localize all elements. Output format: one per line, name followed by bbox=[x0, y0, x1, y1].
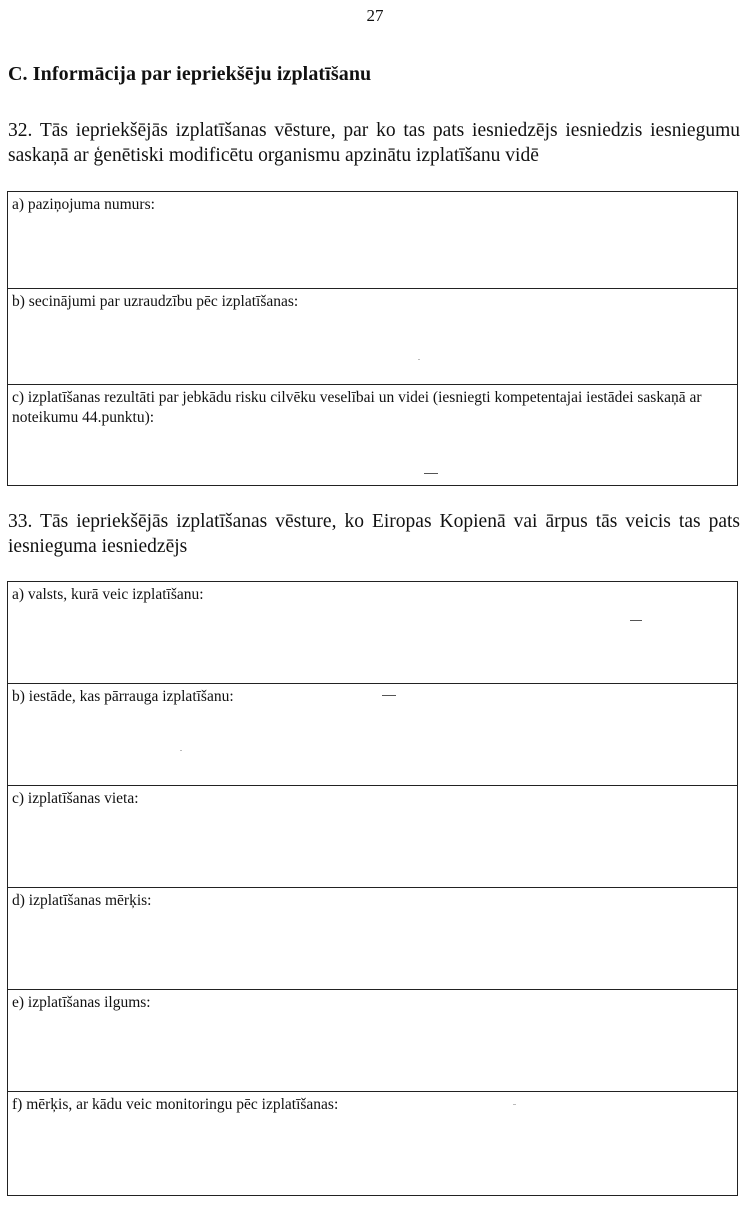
scan-mark bbox=[513, 1104, 516, 1105]
field-release-site[interactable] bbox=[8, 786, 737, 888]
field-label: d) izplatīšanas mērķis: bbox=[12, 892, 152, 909]
field-supervising-authority[interactable] bbox=[8, 684, 737, 786]
field-monitoring-conclusions[interactable] bbox=[8, 289, 737, 385]
question-33-form-table bbox=[7, 581, 738, 1196]
field-label: b) iestāde, kas pārrauga izplatīšanu: bbox=[12, 688, 234, 705]
question-32-text: 32. Tās iepriekšējās izplatīšanas vēsture, par ko tas pats iesniedzējs iesniedzis iesniegumu saskaņā ar ģenētiski modificētu organismu apzinātu izplatīšanu vidē bbox=[8, 120, 740, 166]
field-release-purpose[interactable] bbox=[8, 888, 737, 990]
field-label: a) valsts, kurā veic izplatīšanu: bbox=[12, 586, 204, 603]
scan-mark bbox=[180, 750, 182, 751]
field-label: c) izplatīšanas vieta: bbox=[12, 790, 139, 807]
field-label: e) izplatīšanas ilgums: bbox=[12, 994, 151, 1011]
field-label: f) mērķis, ar kādu veic monitoringu pēc izplatīšanas: bbox=[12, 1096, 339, 1113]
page-number: 27 bbox=[366, 6, 384, 25]
question-33-text: 33. Tās iepriekšējās izplatīšanas vēsture, ko Eiropas Kopienā vai ārpus tās veicis tas pats iesnieguma iesniedzējs bbox=[8, 511, 740, 557]
field-release-results[interactable] bbox=[8, 385, 737, 484]
field-release-duration[interactable] bbox=[8, 990, 737, 1092]
field-label: a) paziņojuma numurs: bbox=[12, 196, 155, 213]
field-release-country[interactable] bbox=[8, 582, 737, 684]
scan-mark bbox=[424, 473, 438, 474]
scan-mark bbox=[418, 359, 420, 360]
field-label: b) secinājumi par uzraudzību pēc izplatīšanas: bbox=[12, 293, 299, 310]
section-heading: C. Informācija par iepriekšēju izplatīšanu bbox=[8, 63, 372, 85]
scan-mark bbox=[630, 620, 642, 621]
question-32-form-table bbox=[7, 191, 738, 486]
field-notification-number[interactable] bbox=[8, 192, 737, 289]
field-label: c) izplatīšanas rezultāti par jebkādu risku cilvēku veselībai un videi (iesniegti kompetentajai iestādei saskaņā ar noteikumu 44.punktu): bbox=[12, 389, 702, 426]
field-monitoring-purpose[interactable] bbox=[8, 1092, 737, 1196]
scan-mark bbox=[382, 695, 396, 696]
